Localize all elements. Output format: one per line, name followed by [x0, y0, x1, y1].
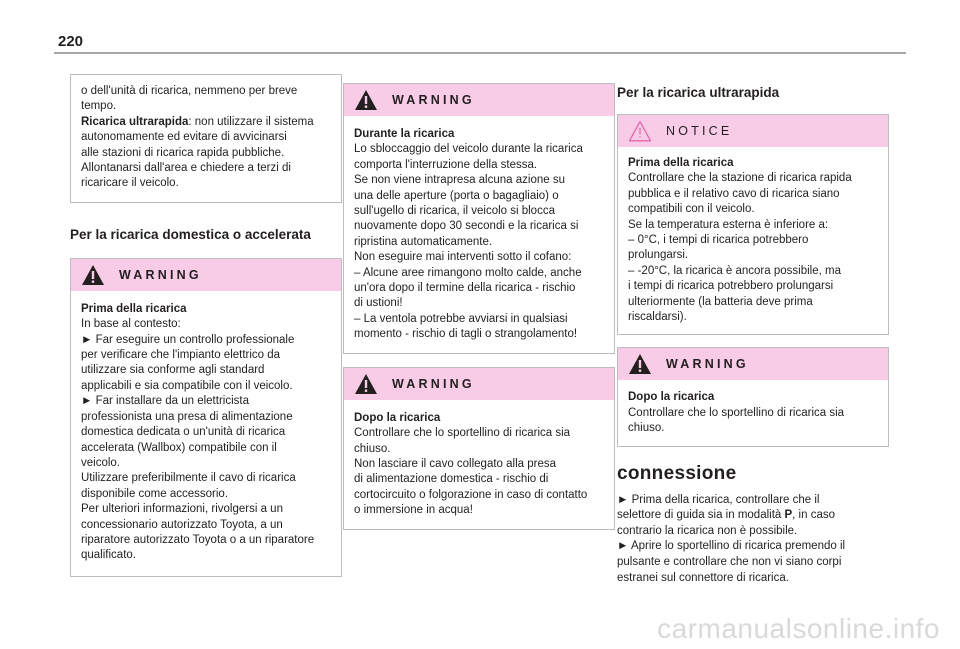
connessione-line: contrario la ricarica non è possibile. — [617, 524, 798, 537]
warning-line: un'ora dopo il termine della ricarica - rischio — [354, 282, 576, 295]
notice-header — [618, 115, 888, 147]
warning-line: – Alcune aree rimangono molto calde, anche — [354, 266, 582, 279]
column-2 — [343, 83, 615, 530]
warning-line: applicabili e sia compatibile con il veicolo. — [81, 379, 293, 392]
notice-line: – 0°C, i tempi di ricarica potrebbero — [628, 234, 809, 247]
warning-heading: Dopo la ricarica — [628, 391, 715, 404]
intro-line: ricaricare il veicolo. — [81, 177, 179, 190]
warning-box-dopo-ultra — [617, 347, 889, 446]
watermark: carmanualsonline.info — [657, 613, 940, 644]
notice-line: compatibili con il veicolo. — [628, 203, 755, 216]
warning-label: WARNING — [392, 376, 475, 391]
warning-triangle-icon — [354, 373, 378, 395]
warning-line: Utilizzare preferibilmente il cavo di ricarica — [81, 472, 296, 485]
warning-header — [618, 348, 888, 380]
warning-line: nuovamente dopo 30 secondi e la ricarica si — [354, 220, 579, 233]
warning-box-domestica — [70, 258, 342, 577]
warning-line: comporta l'interruzione della stessa. — [354, 158, 538, 171]
connessione-pre: selettore di guida sia in modalità — [617, 509, 785, 522]
warning-line: di alimentazione domestica - rischio di — [354, 473, 549, 486]
intro-line: tempo. — [81, 100, 117, 113]
connessione-line: ► Aprire lo sportellino di ricarica premendo il — [617, 540, 846, 553]
warning-line: ► Far eseguire un controllo professionale — [81, 333, 295, 346]
warning-line: o immersione in acqua! — [354, 504, 473, 517]
header-rule — [54, 52, 906, 54]
notice-line: i tempi di ricarica potrebbero prolungarsi — [628, 280, 834, 293]
warning-triangle-icon — [81, 264, 105, 286]
section-title-domestica: Per la ricarica domestica o accelerata — [70, 226, 311, 242]
intro-rest: : non utilizzare il sistema — [188, 115, 314, 128]
warning-line: qualificato. — [81, 549, 136, 562]
warning-line: Per ulteriori informazioni, rivolgersi a un — [81, 503, 283, 516]
warning-box-durante — [343, 83, 615, 354]
warning-line: ripristina automaticamente. — [354, 235, 493, 248]
connessione-text — [617, 493, 889, 587]
warning-box-dopo — [343, 367, 615, 530]
warning-line: Se non viene intrapresa alcuna azione su — [354, 174, 565, 187]
warning-line: Controllare che lo sportellino di ricarica sia — [354, 427, 571, 440]
warning-label: WARNING — [392, 93, 475, 107]
connessione-line: pulsante e controllare che non vi siano corpi — [617, 556, 842, 569]
warning-line: di ustioni! — [354, 297, 403, 310]
warning-heading: Durante la ricarica — [354, 128, 455, 140]
warning-line: Non lasciare il cavo collegato alla presa — [354, 457, 556, 470]
warning-triangle-icon — [628, 353, 652, 375]
notice-line: prolungarsi. — [628, 249, 689, 262]
intro-line: autonomamente ed evitare di avvicinarsi — [81, 131, 287, 144]
warning-line: utilizzare sia conforme agli standard — [81, 364, 265, 377]
connessione-line: estranei sul connettore di ricarica. — [617, 571, 789, 584]
warning-line: concessionario autorizzato Toyota, a un — [81, 518, 283, 531]
intro-ultra-line — [81, 115, 331, 130]
warning-line: In base al contesto: — [81, 318, 181, 331]
notice-triangle-icon — [628, 120, 652, 142]
notice-heading: Prima della ricarica — [628, 157, 734, 169]
notice-label: NOTICE — [666, 124, 733, 138]
warning-triangle-icon — [354, 89, 378, 111]
warning-line: professionista una presa di alimentazione — [81, 410, 293, 423]
warning-line: sull'ugello di ricarica, il veicolo si blocca — [354, 205, 555, 218]
notice-line: ulteriormente (la batteria deve prima — [628, 295, 813, 308]
warning-line: disponibile come accessorio. — [81, 487, 229, 500]
intro-line: alle stazioni di ricarica rapida pubbliche. — [81, 146, 285, 159]
notice-line: Controllare che la stazione di ricarica rapida — [628, 172, 852, 185]
notice-line: Se la temperatura esterna è inferiore a: — [628, 218, 829, 231]
warning-line: riparatore autorizzato Toyota o a un riparatore — [81, 533, 315, 546]
notice-line: – -20°C, la ricarica è ancora possibile, ma — [628, 264, 841, 277]
notice-box — [617, 114, 889, 335]
column-1 — [70, 74, 342, 577]
connessione-line-p — [617, 508, 889, 524]
intro-bold: Ricarica ultrarapida — [81, 115, 189, 128]
warning-header — [71, 259, 341, 291]
section-title-ultrarapida: Per la ricarica ultrarapida — [617, 85, 780, 100]
warning-line: una delle aperture (porta o bagagliaio) o — [354, 189, 559, 202]
intro-box — [70, 74, 342, 203]
page-number: 220 — [58, 33, 84, 50]
connessione-title: connessione — [617, 462, 737, 484]
warning-line: Lo sbloccaggio del veicolo durante la ricarica — [354, 143, 583, 156]
intro-line: o dell'unità di ricarica, nemmeno per breve — [81, 85, 298, 97]
warning-header — [344, 368, 614, 400]
connessione-bold-p: P — [784, 509, 793, 522]
warning-line: chiuso. — [354, 442, 391, 455]
warning-line: ► Far installare da un elettricista — [81, 395, 249, 408]
warning-line: veicolo. — [81, 456, 120, 469]
warning-header — [344, 84, 614, 116]
warning-heading: Dopo la ricarica — [354, 411, 441, 424]
notice-line: riscaldarsi). — [628, 311, 687, 324]
warning-line: Controllare che lo sportellino di ricarica sia — [628, 406, 845, 419]
warning-line: cortocircuito o folgorazione in caso di contatto — [354, 488, 588, 501]
warning-line: momento - rischio di tagli o strangolamento! — [354, 328, 578, 341]
column-3 — [617, 85, 889, 586]
warning-label: WARNING — [666, 357, 749, 372]
intro-line: Allontanarsi dall'area e chiedere a terzi di — [81, 162, 291, 175]
connessione-line: ► Prima della ricarica, controllare che il — [617, 493, 820, 506]
warning-line: accelerata (Wallbox) compatibile con il — [81, 441, 277, 454]
warning-heading: Prima della ricarica — [81, 302, 187, 315]
notice-line: pubblica e il relativo cavo di ricarica siano — [628, 187, 840, 200]
warning-line: per verificare che l'impianto elettrico da — [81, 349, 281, 362]
warning-line: – La ventola potrebbe avviarsi in qualsiasi — [354, 312, 568, 325]
warning-line: Non eseguire mai interventi sotto il cofano: — [354, 251, 572, 264]
warning-label: WARNING — [119, 267, 202, 282]
warning-line: chiuso. — [628, 422, 665, 435]
connessione-post: , in caso — [792, 509, 835, 522]
warning-line: domestica dedicata o un'unità di ricarica — [81, 426, 286, 439]
